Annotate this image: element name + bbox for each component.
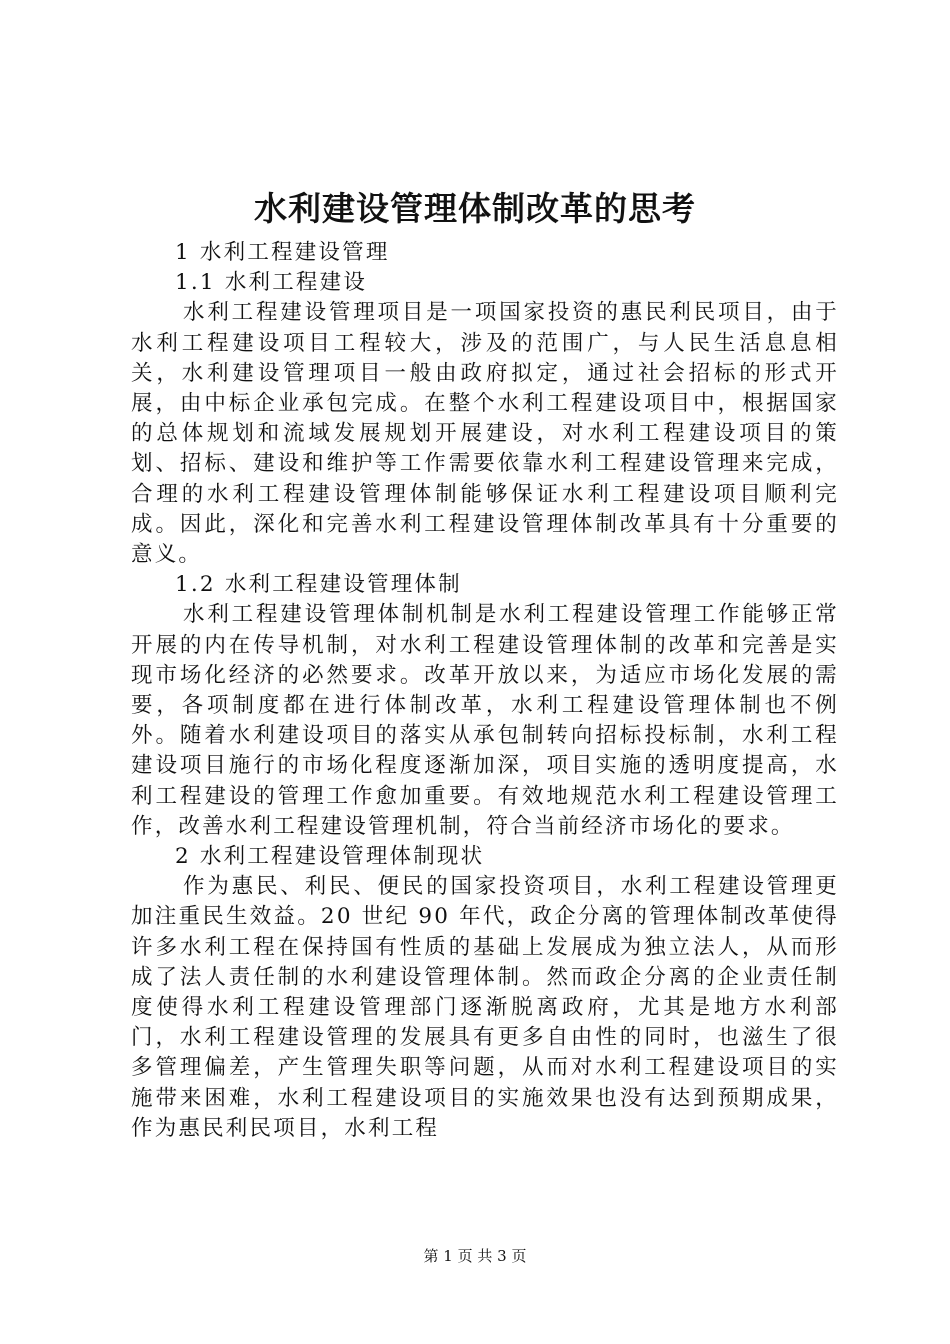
section-heading-1-2: 1.2 水利工程建设管理体制	[175, 572, 462, 598]
page-footer: 第 1 页 共 3 页	[423, 1247, 527, 1265]
document-body	[131, 238, 839, 1144]
paragraph-1: 水利工程建设管理项目是一项国家投资的惠民利民项目，由于水利工程建设项目工程较大，涉及的范围广，与人民生活息息相关，水利建设管理项目一般由政府拟定，通过社会招标的形式开展，由中标企业承包完成。在整个水利工程建设项目中，根据国家的总体规划和流域发展规划开展建设，对水利工程建设项目的策划、招标、建设和维护等工作需要依靠水利工程建设管理来完成，合理的水利工程建设管理体制能够保证水利工程建设项目顺利完成。因此，深化和完善水利工程建设管理体制改革具有十分重要的意义。	[131, 300, 839, 568]
paragraph-2: 水利工程建设管理体制机制是水利工程建设管理工作能够正常开展的内在传导机制，对水利工程建设管理体制的改革和完善是实现市场化经济的必然要求。改革开放以来，为适应市场化发展的需要，各项制度都在进行体制改革，水利工程建设管理体制也不例外。随着水利建设项目的落实从承包制转向招标投标制，水利工程建设项目施行的市场化程度逐渐加深，项目实施的透明度提高，水利工程建设的管理工作愈加重要。有效地规范水利工程建设管理工作，改善水利工程建设管理机制，符合当前经济市场化的要求。	[131, 602, 839, 839]
paragraph-3: 作为惠民、利民、便民的国家投资项目，水利工程建设管理更加注重民生效益。20 世纪 90 年代，政企分离的管理体制改革使得许多水利工程在保持国有性质的基础上发展成为独立法人，从而形成了法人责任制的水利建设管理体制。然而政企分离的企业责任制度使得水利工程建设管理部门逐渐脱离政府，尤其是地方水利部门，水利工程建设管理的发展具有更多自由性的同时，也滋生了很多管理偏差，产生管理失职等问题，从而对水利工程建设项目的实施带来困难，水利工程建设项目的实施效果也没有达到预期成果，作为惠民利民项目，水利工程	[131, 874, 839, 1141]
section-heading-1-1: 1.1 水利工程建设	[175, 270, 368, 296]
section-heading-2: 2 水利工程建设管理体制现状	[175, 844, 485, 870]
section-heading-1: 1 水利工程建设管理	[175, 240, 390, 265]
document-title: 水利建设管理体制改革的思考	[254, 189, 696, 228]
